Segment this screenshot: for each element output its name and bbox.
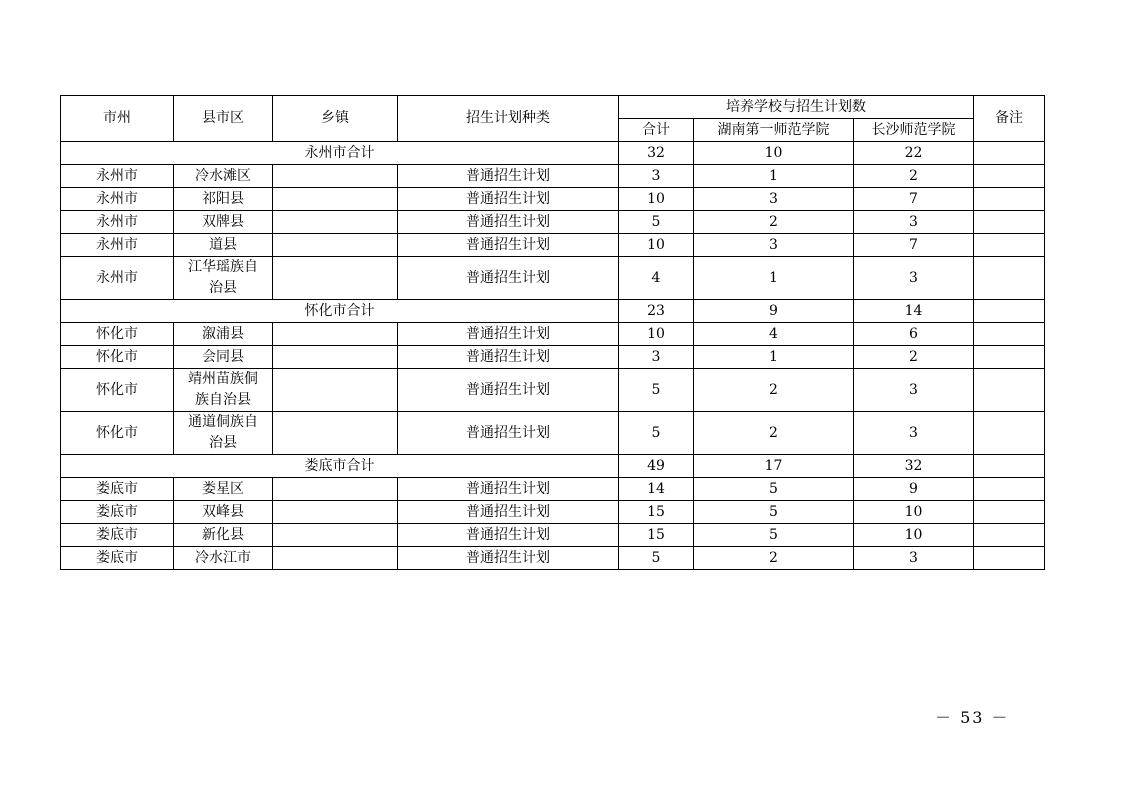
table-row <box>61 234 1045 257</box>
total-cell: 15 <box>619 501 694 524</box>
school2-count-cell: 3 <box>854 369 974 412</box>
city-cell: 永州市 <box>61 257 174 300</box>
city-cell: 永州市 <box>61 211 174 234</box>
school2-count-cell: 9 <box>854 478 974 501</box>
school2-count-cell: 2 <box>854 165 974 188</box>
school1-count-cell: 1 <box>694 257 854 300</box>
school2-count-cell: 3 <box>854 412 974 455</box>
header-county: 县市区 <box>174 96 273 142</box>
header-school-first-normal: 湖南第一师范学院 <box>694 119 854 142</box>
total-cell: 23 <box>619 300 694 323</box>
remark-cell <box>974 257 1045 300</box>
remark-cell <box>974 369 1045 412</box>
subtotal-label: 怀化市合计 <box>61 300 619 323</box>
remark-cell <box>974 412 1045 455</box>
subtotal-label: 娄底市合计 <box>61 455 619 478</box>
city-cell: 娄底市 <box>61 547 174 570</box>
subtotal-row <box>61 455 1045 478</box>
table-row <box>61 188 1045 211</box>
plan-type-cell: 普通招生计划 <box>398 257 619 300</box>
school1-count-cell: 3 <box>694 188 854 211</box>
enrollment-plan-table <box>60 95 1045 570</box>
school1-count-cell: 5 <box>694 524 854 547</box>
city-cell: 怀化市 <box>61 346 174 369</box>
total-cell: 32 <box>619 142 694 165</box>
school1-count-cell: 2 <box>694 211 854 234</box>
town-cell <box>273 323 398 346</box>
table-row <box>61 323 1045 346</box>
school2-count-cell: 3 <box>854 257 974 300</box>
school1-count-cell: 1 <box>694 346 854 369</box>
remark-cell <box>974 165 1045 188</box>
total-cell: 14 <box>619 478 694 501</box>
school1-count-cell: 2 <box>694 547 854 570</box>
county-cell: 冷水江市 <box>174 547 273 570</box>
total-cell: 10 <box>619 234 694 257</box>
county-cell: 冷水滩区 <box>174 165 273 188</box>
total-cell: 5 <box>619 547 694 570</box>
city-cell: 娄底市 <box>61 478 174 501</box>
total-cell: 10 <box>619 323 694 346</box>
table-row <box>61 412 1045 455</box>
total-cell: 5 <box>619 412 694 455</box>
school1-count-cell: 5 <box>694 501 854 524</box>
table-row <box>61 346 1045 369</box>
school1-count-cell: 2 <box>694 412 854 455</box>
school2-count-cell: 22 <box>854 142 974 165</box>
remark-cell <box>974 524 1045 547</box>
subtotal-row <box>61 300 1045 323</box>
school2-count-cell: 10 <box>854 524 974 547</box>
plan-type-cell: 普通招生计划 <box>398 346 619 369</box>
remark-cell <box>974 211 1045 234</box>
county-cell: 祁阳县 <box>174 188 273 211</box>
county-cell: 靖州苗族侗 族自治县 <box>174 369 273 412</box>
school2-count-cell: 3 <box>854 547 974 570</box>
header-school-group: 培养学校与招生计划数 <box>619 96 974 119</box>
county-cell: 会同县 <box>174 346 273 369</box>
town-cell <box>273 257 398 300</box>
county-cell: 新化县 <box>174 524 273 547</box>
school2-count-cell: 6 <box>854 323 974 346</box>
town-cell <box>273 369 398 412</box>
remark-cell <box>974 188 1045 211</box>
table-body <box>61 142 1045 570</box>
remark-cell <box>974 547 1045 570</box>
header-plan-type: 招生计划种类 <box>398 96 619 142</box>
table-row <box>61 547 1045 570</box>
school1-count-cell: 17 <box>694 455 854 478</box>
town-cell <box>273 547 398 570</box>
table-row <box>61 165 1045 188</box>
town-cell <box>273 524 398 547</box>
remark-cell <box>974 142 1045 165</box>
county-cell: 通道侗族自 治县 <box>174 412 273 455</box>
total-cell: 5 <box>619 211 694 234</box>
school1-count-cell: 4 <box>694 323 854 346</box>
county-cell: 双牌县 <box>174 211 273 234</box>
county-cell: 道县 <box>174 234 273 257</box>
school1-count-cell: 5 <box>694 478 854 501</box>
subtotal-label: 永州市合计 <box>61 142 619 165</box>
town-cell <box>273 234 398 257</box>
plan-type-cell: 普通招生计划 <box>398 524 619 547</box>
header-total: 合计 <box>619 119 694 142</box>
school1-count-cell: 2 <box>694 369 854 412</box>
table-row <box>61 369 1045 412</box>
plan-type-cell: 普通招生计划 <box>398 501 619 524</box>
city-cell: 永州市 <box>61 188 174 211</box>
total-cell: 5 <box>619 369 694 412</box>
city-cell: 永州市 <box>61 234 174 257</box>
city-cell: 娄底市 <box>61 501 174 524</box>
remark-cell <box>974 300 1045 323</box>
plan-type-cell: 普通招生计划 <box>398 547 619 570</box>
total-cell: 3 <box>619 165 694 188</box>
city-cell: 怀化市 <box>61 412 174 455</box>
school1-count-cell: 3 <box>694 234 854 257</box>
city-cell: 怀化市 <box>61 369 174 412</box>
remark-cell <box>974 323 1045 346</box>
table-row <box>61 211 1045 234</box>
table-row <box>61 524 1045 547</box>
plan-type-cell: 普通招生计划 <box>398 188 619 211</box>
town-cell <box>273 346 398 369</box>
county-cell: 溆浦县 <box>174 323 273 346</box>
plan-type-cell: 普通招生计划 <box>398 369 619 412</box>
total-cell: 4 <box>619 257 694 300</box>
table-row <box>61 478 1045 501</box>
town-cell <box>273 188 398 211</box>
town-cell <box>273 501 398 524</box>
plan-type-cell: 普通招生计划 <box>398 211 619 234</box>
remark-cell <box>974 478 1045 501</box>
remark-cell <box>974 501 1045 524</box>
remark-cell <box>974 234 1045 257</box>
school2-count-cell: 2 <box>854 346 974 369</box>
header-city: 市州 <box>61 96 174 142</box>
town-cell <box>273 478 398 501</box>
header-remark: 备注 <box>974 96 1045 142</box>
school2-count-cell: 10 <box>854 501 974 524</box>
school2-count-cell: 3 <box>854 211 974 234</box>
school2-count-cell: 14 <box>854 300 974 323</box>
table-row <box>61 257 1045 300</box>
table-header <box>61 96 1045 142</box>
total-cell: 15 <box>619 524 694 547</box>
school1-count-cell: 1 <box>694 165 854 188</box>
header-school-changsha-normal: 长沙师范学院 <box>854 119 974 142</box>
remark-cell <box>974 346 1045 369</box>
subtotal-row <box>61 142 1045 165</box>
plan-type-cell: 普通招生计划 <box>398 323 619 346</box>
plan-type-cell: 普通招生计划 <box>398 234 619 257</box>
school2-count-cell: 32 <box>854 455 974 478</box>
total-cell: 49 <box>619 455 694 478</box>
county-cell: 娄星区 <box>174 478 273 501</box>
city-cell: 娄底市 <box>61 524 174 547</box>
total-cell: 10 <box>619 188 694 211</box>
city-cell: 永州市 <box>61 165 174 188</box>
town-cell <box>273 211 398 234</box>
total-cell: 3 <box>619 346 694 369</box>
school2-count-cell: 7 <box>854 234 974 257</box>
town-cell <box>273 165 398 188</box>
county-cell: 江华瑶族自 治县 <box>174 257 273 300</box>
county-cell: 双峰县 <box>174 501 273 524</box>
plan-type-cell: 普通招生计划 <box>398 478 619 501</box>
remark-cell <box>974 455 1045 478</box>
school2-count-cell: 7 <box>854 188 974 211</box>
header-town: 乡镇 <box>273 96 398 142</box>
page-number: － 53 － <box>935 708 1010 727</box>
town-cell <box>273 412 398 455</box>
table-row <box>61 501 1045 524</box>
school1-count-cell: 10 <box>694 142 854 165</box>
city-cell: 怀化市 <box>61 323 174 346</box>
plan-type-cell: 普通招生计划 <box>398 165 619 188</box>
school1-count-cell: 9 <box>694 300 854 323</box>
plan-type-cell: 普通招生计划 <box>398 412 619 455</box>
